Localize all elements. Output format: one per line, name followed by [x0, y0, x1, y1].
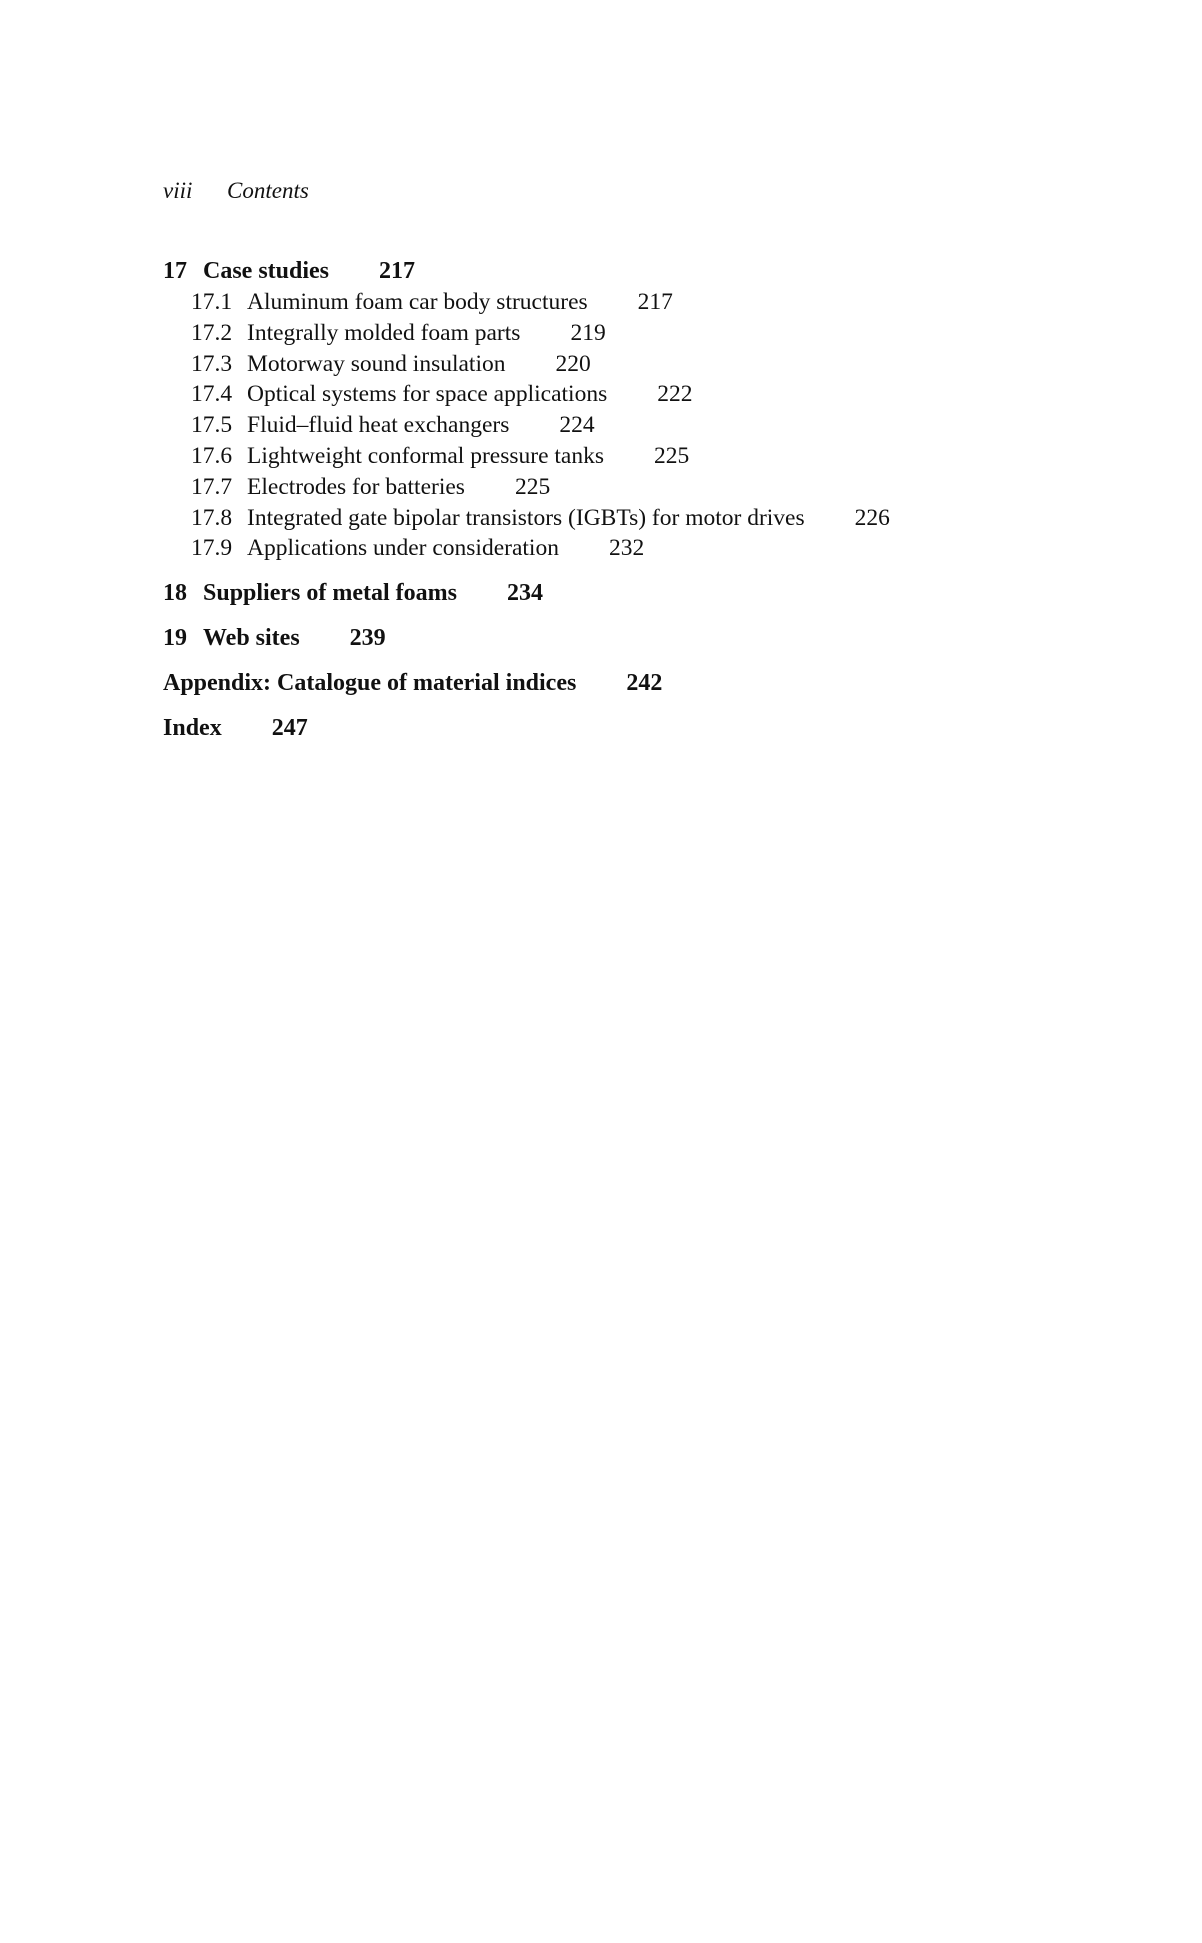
chapter-page: 217 — [379, 258, 416, 284]
section-page: 226 — [854, 504, 890, 531]
toc-chapter-19 — [163, 623, 1063, 654]
section-page: 222 — [657, 381, 693, 408]
page-folio: viii — [163, 178, 193, 203]
section-page: 217 — [637, 289, 673, 315]
section-page: 225 — [514, 473, 551, 500]
toc-section — [191, 503, 1063, 534]
toc-index — [163, 713, 1063, 744]
section-title: Aluminum foam car body structures — [247, 289, 588, 315]
section-page: 225 — [653, 442, 690, 469]
appendix-page: 242 — [626, 670, 663, 697]
toc-section — [191, 410, 1063, 441]
section-title: Motorway sound insulation — [247, 350, 506, 377]
section-page: 220 — [555, 350, 591, 377]
section-title: Integrally molded foam parts — [247, 319, 521, 346]
chapter-number: 18 — [163, 580, 187, 607]
chapter-number: 17 — [163, 258, 187, 284]
toc-section — [191, 349, 1063, 380]
toc-chapter-17 — [163, 256, 1063, 287]
table-of-contents — [163, 256, 1063, 744]
toc-section — [191, 287, 1063, 318]
section-number: 17.5 — [191, 412, 233, 439]
section-number: 17.4 — [191, 381, 233, 408]
section-page: 232 — [608, 535, 645, 562]
toc-chapter-18 — [163, 578, 1063, 609]
section-number: 17.3 — [191, 350, 233, 377]
toc-section — [191, 533, 1063, 564]
section-number: 17.7 — [191, 473, 233, 500]
chapter-title: Case studies — [203, 258, 330, 284]
index-page: 247 — [271, 715, 308, 742]
section-title: Fluid–fluid heat exchangers — [247, 412, 510, 439]
chapter-page: 239 — [349, 625, 386, 652]
section-number: 17.6 — [191, 442, 233, 469]
chapter-number: 19 — [163, 625, 187, 652]
section-number: 17.9 — [191, 535, 233, 562]
toc-appendix — [163, 668, 1063, 699]
running-head — [163, 178, 309, 204]
section-title: Electrodes for batteries — [247, 473, 465, 500]
section-title: Integrated gate bipolar transistors (IGBTs) for motor drives — [247, 504, 805, 531]
section-number: 17.1 — [191, 289, 233, 315]
toc-section — [191, 318, 1063, 349]
index-title: Index — [163, 715, 222, 742]
toc-section — [191, 472, 1063, 503]
section-page: 219 — [570, 319, 606, 346]
chapter-page: 234 — [507, 580, 543, 607]
toc-section — [191, 379, 1063, 410]
running-title: Contents — [227, 178, 309, 203]
section-title: Applications under consideration — [247, 535, 559, 562]
section-number: 17.8 — [191, 504, 233, 531]
toc-section — [191, 441, 1063, 472]
section-number: 17.2 — [191, 319, 233, 346]
chapter-17-sections — [191, 287, 1063, 564]
section-page: 224 — [559, 412, 595, 439]
section-title: Lightweight conformal pressure tanks — [247, 442, 604, 469]
appendix-title: Appendix: Catalogue of material indices — [163, 670, 577, 697]
chapter-title: Web sites — [203, 625, 300, 652]
chapter-title: Suppliers of metal foams — [203, 580, 457, 607]
section-title: Optical systems for space applications — [247, 381, 608, 408]
